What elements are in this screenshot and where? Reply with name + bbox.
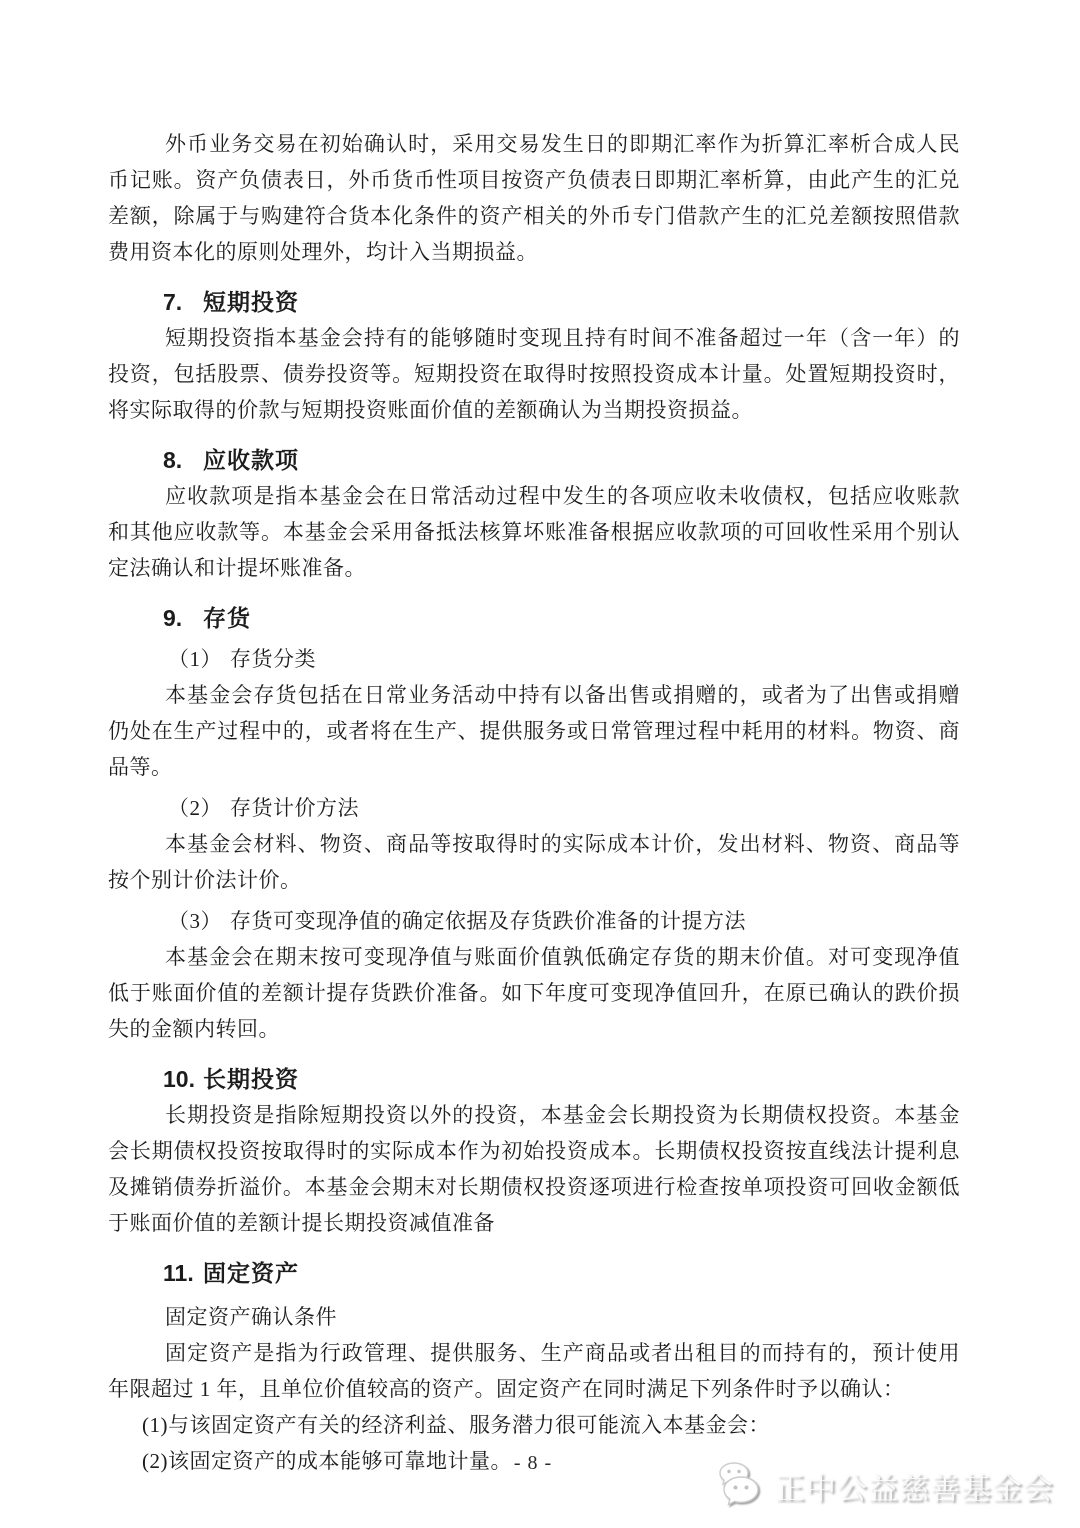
intro-paragraph: 外币业务交易在初始确认时，采用交易发生日的即期汇率作为折算汇率析合成人民币记账。资产负债表日，外币货币性项目按资产负债表日即期汇率析算，由此产生的汇兑差额，除属于与购建符合货本化条件的资产相关的外币专门借款产生的汇兑差额按照借款费用资本化的原则处理外，均计入当期损益。 [108, 132, 960, 264]
subsection-heading-9-2 [108, 790, 960, 826]
subsection-9-2-title: 存货计价方法 [230, 796, 359, 820]
section-9-number: 9. [163, 605, 183, 631]
subsection-heading-9-3 [108, 903, 960, 939]
section-8-paragraph: 应收款项是指本基金会在日常活动过程中发生的各项应收未收债权，包括应收账款和其他应收款等。本基金会采用备抵法核算坏账准备根据应收款项的可回收性采用个别认定法确认和计提坏账准备。 [108, 484, 960, 580]
section-11-subheading: 固定资产确认条件 [165, 1305, 337, 1329]
subsection-9-2-paragraph: 本基金会材料、物资、商品等按取得时的实际成本计价，发出材料、物资、商品等按个别计价法计价。 [108, 832, 960, 892]
section-8-title: 应收款项 [203, 447, 299, 473]
section-7-number: 7. [163, 289, 183, 315]
section-11-condition-1: (1)与该固定资产有关的经济利益、服务潜力很可能流入本基金会： [142, 1413, 770, 1437]
section-heading-10 [108, 1061, 960, 1097]
page-number: - 8 - [513, 1452, 553, 1474]
watermark [711, 1460, 1054, 1512]
section-10-number: 10. [163, 1066, 195, 1092]
section-7-title: 短期投资 [203, 289, 299, 315]
section-7-paragraph: 短期投资指本基金会持有的能够随时变现且持有时间不准备超过一年（含一年）的投资，包括股票、债券投资等。短期投资在取得时按照投资成本计量。处置短期投资时，将实际取得的价款与短期投资账面价值的差额确认为当期投资损益。 [108, 326, 960, 422]
watermark-text: 正中公益慈善基金会 [775, 1473, 1054, 1506]
subsection-9-1-number: （1） [168, 647, 222, 671]
section-11-condition-2: (2)该固定资产的成本能够可靠地计量。 [142, 1449, 512, 1473]
subsection-9-2-number: （2） [168, 796, 222, 820]
section-heading-11 [108, 1255, 960, 1291]
subsection-9-3-title: 存货可变现净值的确定依据及存货跌价准备的计提方法 [230, 909, 746, 933]
subsection-9-3-number: （3） [168, 909, 222, 933]
subsection-9-1-title: 存货分类 [230, 647, 316, 671]
section-11-number: 11. [163, 1260, 194, 1286]
section-10-title: 长期投资 [203, 1066, 299, 1092]
section-heading-7 [108, 284, 960, 320]
section-9-title: 存货 [203, 605, 251, 631]
section-10-paragraph: 长期投资是指除短期投资以外的投资，本基金会长期投资为长期债权投资。本基金会长期债权投资按取得时的实际成本作为初始投资成本。长期债权投资按直线法计提利息及摊销债券折溢价。本基金会期末对长期债权投资逐项进行检查按单项投资可回收金额低于账面价值的差额计提长期投资减值准备 [108, 1103, 960, 1235]
wechat-icon [711, 1460, 767, 1512]
section-heading-9 [108, 600, 960, 636]
section-11-title: 固定资产 [203, 1260, 299, 1286]
document-content [108, 126, 960, 1479]
subsection-9-1-paragraph: 本基金会存货包括在日常业务活动中持有以备出售或捐赠的，或者为了出售或捐赠仍处在生产过程中的，或者将在生产、提供服务或日常管理过程中耗用的材料。物资、商品等。 [108, 683, 960, 779]
section-heading-8 [108, 442, 960, 478]
subsection-9-3-paragraph: 本基金会在期末按可变现净值与账面价值孰低确定存货的期末价值。对可变现净值低于账面价值的差额计提存货跌价准备。如下年度可变现净值回升，在原已确认的跌价损失的金额内转回。 [108, 945, 960, 1041]
subsection-heading-9-1 [108, 641, 960, 677]
section-8-number: 8. [163, 447, 183, 473]
section-11-paragraph: 固定资产是指为行政管理、提供服务、生产商品或者出租目的而持有的，预计使用年限超过 1 年，且单位价值较高的资产。固定资产在同时满足下列条件时予以确认： [108, 1341, 960, 1401]
